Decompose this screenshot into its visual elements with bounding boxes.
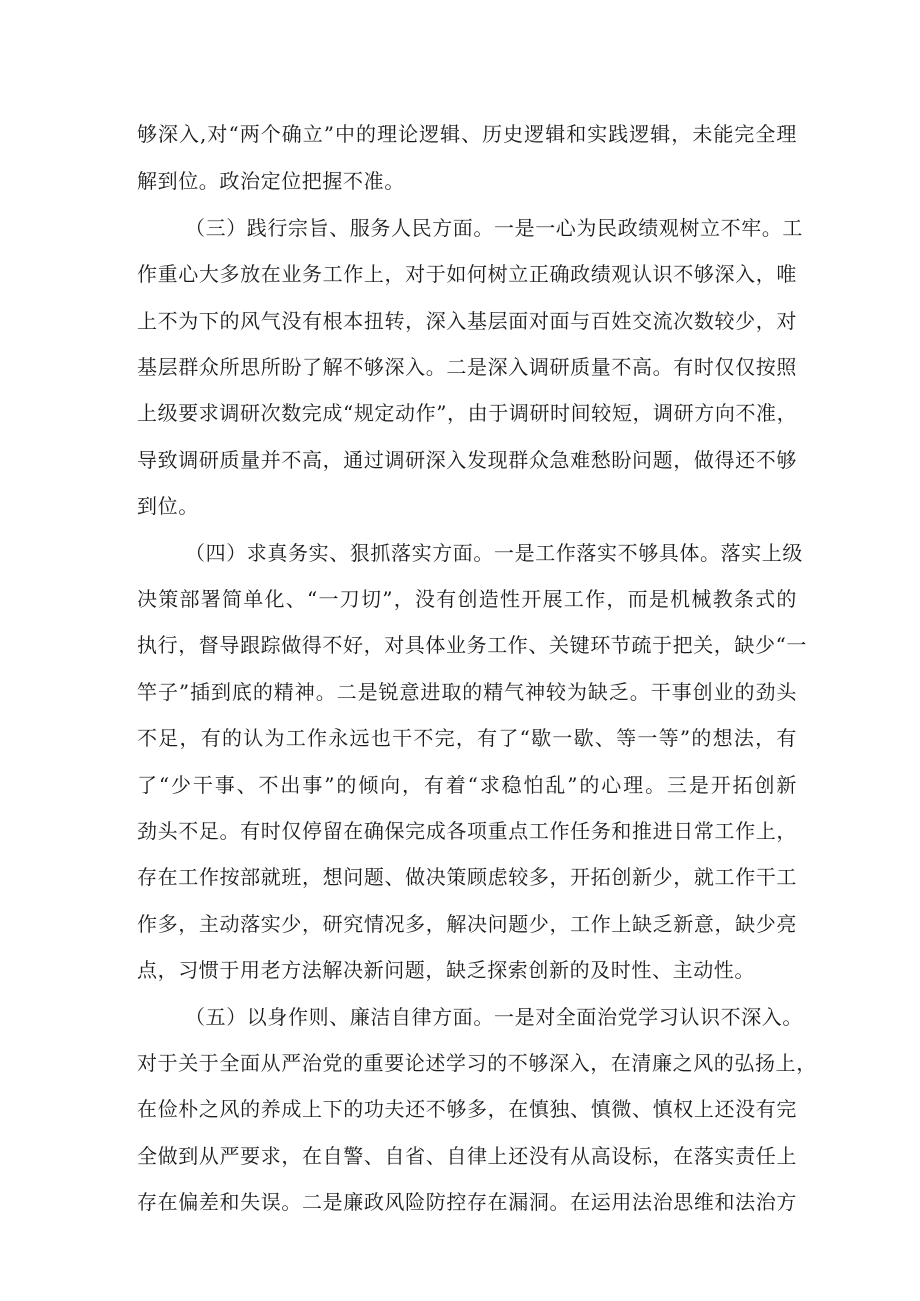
section-four-heading-line: （四）求真务实、狠抓落实方面。一是工作落实不够具体。落实上级 <box>185 541 803 565</box>
text-line: 导致调研质量并不高，通过调研深入发现群众急难愁盼问题，做得还不够 <box>137 448 797 472</box>
text-line: 解到位。政治定位把握不准。 <box>137 169 405 193</box>
text-line: 点，习惯于用老方法解决新问题，缺乏探索创新的及时性、主动性。 <box>137 958 755 982</box>
text-line: 了“少干事、不出事”的倾向，有着“求稳怕乱”的心理。三是开拓创新 <box>137 773 797 797</box>
text-line: 存在偏差和失误。二是廉政风险防控存在漏洞。在运用法治思维和法治方 <box>137 1190 797 1214</box>
text-line: 劲头不足。有时仅停留在确保完成各项重点工作任务和推进日常工作上， <box>137 819 797 843</box>
text-line: 上级要求调研次数完成“规定动作”，由于调研时间较短，调研方向不准， <box>137 401 798 425</box>
section-three-heading-line: （三）践行宗旨、服务人民方面。一是一心为民政绩观树立不牢。工 <box>185 216 803 240</box>
text-line: 执行，督导跟踪做得不好，对具体业务工作、关键环节疏于把关，缺少“一 <box>137 633 808 657</box>
text-line: 到位。 <box>137 494 199 518</box>
text-line: 存在工作按部就班，想问题、做决策顾虑较多，开拓创新少，就工作干工 <box>137 865 797 889</box>
text-line: 够深入,对“两个确立”中的理论逻辑、历史逻辑和实践逻辑，未能完全理 <box>137 122 797 146</box>
text-line: 在俭朴之风的养成上下的功夫还不够多，在慎独、慎微、慎权上还没有完 <box>137 1097 797 1121</box>
text-line: 对于关于全面从严治党的重要论述学习的不够深入，在清廉之风的弘扬上， <box>137 1051 817 1075</box>
text-line: 全做到从严要求，在自警、自省、自律上还没有从高设标，在落实责任上 <box>137 1144 797 1168</box>
text-line: 基层群众所思所盼了解不够深入。二是深入调研质量不高。有时仅仅按照 <box>137 355 797 379</box>
text-line: 不足，有的认为工作永远也干不完，有了“歇一歇、等一等”的想法，有 <box>137 726 797 750</box>
section-five-heading-line: （五）以身作则、廉洁自律方面。一是对全面治党学习认识不深入。 <box>185 1005 803 1029</box>
text-line: 决策部署简单化、“一刀切”，没有创造性开展工作，而是机械教条式的 <box>137 587 797 611</box>
text-line: 作重心大多放在业务工作上，对于如何树立正确政绩观认识不够深入，唯 <box>137 262 797 286</box>
text-line: 上不为下的风气没有根本扭转，深入基层面对面与百姓交流次数较少，对 <box>137 309 797 333</box>
text-line: 作多，主动落实少，研究情况多，解决问题少，工作上缺乏新意，缺少亮 <box>137 912 797 936</box>
text-line: 竿子”插到底的精神。二是锐意进取的精气神较为缺乏。干事创业的劲头 <box>137 680 797 704</box>
